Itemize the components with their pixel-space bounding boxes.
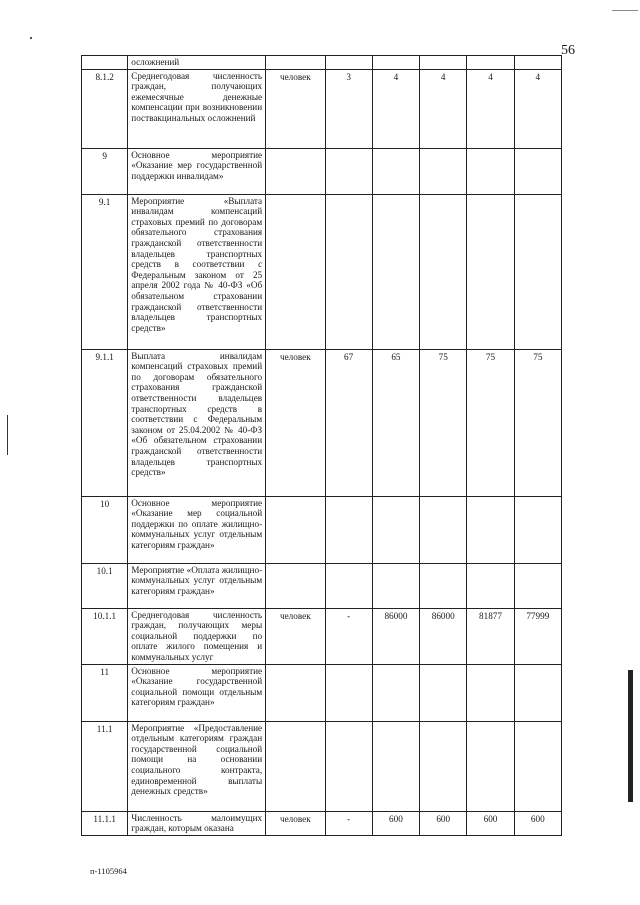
row-value-4: 600 bbox=[467, 811, 514, 835]
scan-artifact-left-mark bbox=[7, 415, 8, 455]
row-number: 9.1.1 bbox=[82, 349, 128, 496]
row-value-4 bbox=[467, 563, 514, 608]
row-value-2 bbox=[372, 194, 419, 349]
row-value-5: 600 bbox=[514, 811, 561, 835]
row-unit: человек bbox=[266, 349, 325, 496]
row-number: 10.1 bbox=[82, 563, 128, 608]
row-value-3 bbox=[420, 563, 467, 608]
row-value-5: 4 bbox=[514, 69, 561, 148]
row-name: Выплата инвалидам компенсаций страховых премий по договорам обязательного страхования гражданской ответственности владельцев транспортных средств в соответствии с Федеральным законом от 25.04.2002 № 40-ФЗ «Об обязательном страховании гражданской ответственности владельцев транспортных средств» bbox=[128, 349, 266, 496]
row-value-4 bbox=[467, 148, 514, 194]
row-value-4 bbox=[467, 721, 514, 811]
row-unit: человек bbox=[266, 69, 325, 148]
row-value-3: 600 bbox=[420, 811, 467, 835]
row-value-3: 4 bbox=[420, 69, 467, 148]
table-row bbox=[82, 194, 562, 349]
table-row bbox=[82, 608, 562, 664]
row-unit: человек bbox=[266, 608, 325, 664]
row-value-2 bbox=[372, 148, 419, 194]
table-row bbox=[82, 664, 562, 721]
row-value-1: - bbox=[325, 811, 372, 835]
row-value-5 bbox=[514, 194, 561, 349]
row-value-1: - bbox=[325, 608, 372, 664]
row-name: Среднегодовая численность граждан, получающих меры социальной поддержки по оплате жилого помещения и коммунальных услуг bbox=[128, 608, 266, 664]
table-row bbox=[82, 563, 562, 608]
row-value-3 bbox=[420, 148, 467, 194]
row-unit: человек bbox=[266, 811, 325, 835]
row-value-1 bbox=[325, 148, 372, 194]
row-name: Мероприятие «Оплата жилищно-коммунальных услуг отдельным категориям граждан» bbox=[128, 563, 266, 608]
row-number: 11.1 bbox=[82, 721, 128, 811]
row-name: Мероприятие «Предоставление отдельным категориям граждан государственной социальной помощи на основании социального контракта, единовременной выплаты денежных средств» bbox=[128, 721, 266, 811]
table-row bbox=[82, 69, 562, 148]
row-value-2 bbox=[372, 563, 419, 608]
row-number: 9 bbox=[82, 148, 128, 194]
row-number: 11 bbox=[82, 664, 128, 721]
row-name: осложнений bbox=[128, 56, 266, 70]
scan-artifact-top bbox=[612, 10, 638, 11]
row-value-2: 600 bbox=[372, 811, 419, 835]
footer-document-code: п-1105964 bbox=[90, 866, 127, 876]
page-number: 56 bbox=[561, 43, 575, 58]
row-value-4 bbox=[467, 496, 514, 563]
row-value-1: 3 bbox=[325, 69, 372, 148]
row-value-2: 86000 bbox=[372, 608, 419, 664]
row-value-5 bbox=[514, 56, 561, 70]
row-unit bbox=[266, 56, 325, 70]
row-number: 11.1.1 bbox=[82, 811, 128, 835]
row-value-4 bbox=[467, 194, 514, 349]
row-value-1 bbox=[325, 194, 372, 349]
row-name: Мероприятие «Выплата инвалидам компенсаций страховых премий по договорам обязательного страхования гражданской ответственности владельцев транспортных средств в соответствии с Федеральным законом от 25 апреля 2002 года № 40-ФЗ «Об обязательном страховании гражданской ответственности владельцев транспортных средств» bbox=[128, 194, 266, 349]
row-value-5 bbox=[514, 148, 561, 194]
row-value-3 bbox=[420, 721, 467, 811]
row-value-1 bbox=[325, 563, 372, 608]
row-value-1 bbox=[325, 721, 372, 811]
row-number: 10.1.1 bbox=[82, 608, 128, 664]
row-value-2: 4 bbox=[372, 69, 419, 148]
row-value-3 bbox=[420, 56, 467, 70]
row-name: Основное мероприятие «Оказание мер государственной поддержки инвалидам» bbox=[128, 148, 266, 194]
row-name: Основное мероприятие «Оказание государственной социальной помощи отдельным категориям граждан» bbox=[128, 664, 266, 721]
row-value-3: 86000 bbox=[420, 608, 467, 664]
table-row bbox=[82, 349, 562, 496]
row-unit bbox=[266, 664, 325, 721]
row-value-2 bbox=[372, 721, 419, 811]
row-value-3: 75 bbox=[420, 349, 467, 496]
row-value-1 bbox=[325, 664, 372, 721]
table-row bbox=[82, 721, 562, 811]
row-number: 10 bbox=[82, 496, 128, 563]
row-number: 8.1.2 bbox=[82, 69, 128, 148]
row-value-5 bbox=[514, 664, 561, 721]
row-value-2 bbox=[372, 56, 419, 70]
row-value-3 bbox=[420, 664, 467, 721]
scan-artifact-right-bar bbox=[628, 670, 633, 802]
row-value-1: 67 bbox=[325, 349, 372, 496]
row-number bbox=[82, 56, 128, 70]
row-unit bbox=[266, 496, 325, 563]
row-value-5 bbox=[514, 721, 561, 811]
row-unit bbox=[266, 721, 325, 811]
row-value-4: 75 bbox=[467, 349, 514, 496]
row-value-5: 77999 bbox=[514, 608, 561, 664]
row-name: Основное мероприятие «Оказание мер социальной поддержки по оплате жилищно-коммунальных услуг отдельным категориям граждан» bbox=[128, 496, 266, 563]
row-value-1 bbox=[325, 496, 372, 563]
scan-artifact-dot bbox=[30, 37, 32, 39]
row-value-5: 75 bbox=[514, 349, 561, 496]
row-value-3 bbox=[420, 194, 467, 349]
row-unit bbox=[266, 194, 325, 349]
row-value-4 bbox=[467, 56, 514, 70]
table-row bbox=[82, 56, 562, 70]
table-row bbox=[82, 811, 562, 835]
row-value-3 bbox=[420, 496, 467, 563]
row-value-2 bbox=[372, 664, 419, 721]
table-row bbox=[82, 148, 562, 194]
row-value-2 bbox=[372, 496, 419, 563]
row-value-2: 65 bbox=[372, 349, 419, 496]
row-unit bbox=[266, 563, 325, 608]
row-name: Численность малоимущих граждан, которым оказана bbox=[128, 811, 266, 835]
row-value-5 bbox=[514, 563, 561, 608]
row-value-4: 81877 bbox=[467, 608, 514, 664]
row-name: Среднегодовая численность граждан, получающих ежемесячные денежные компенсации при возникновении поствакцинальных осложнений bbox=[128, 69, 266, 148]
row-value-4: 4 bbox=[467, 69, 514, 148]
row-value-5 bbox=[514, 496, 561, 563]
indicators-table bbox=[81, 55, 562, 836]
row-unit bbox=[266, 148, 325, 194]
row-number: 9.1 bbox=[82, 194, 128, 349]
row-value-4 bbox=[467, 664, 514, 721]
table-row bbox=[82, 496, 562, 563]
row-value-1 bbox=[325, 56, 372, 70]
